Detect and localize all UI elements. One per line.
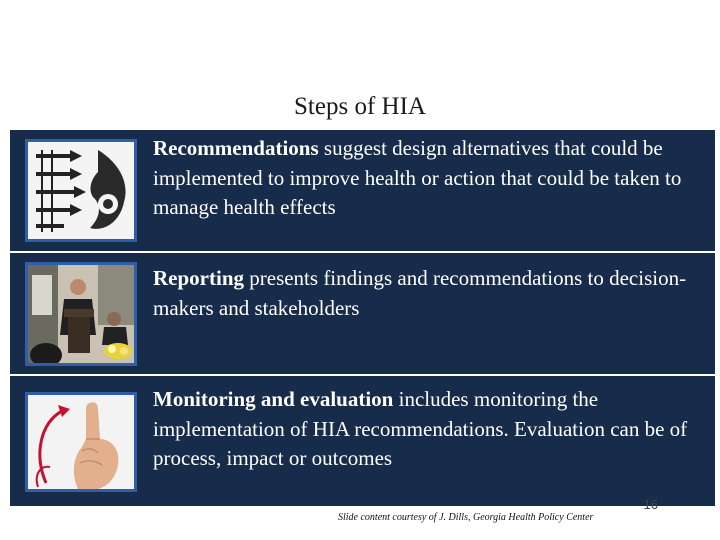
page-number: 16 (643, 497, 658, 512)
step-text-reporting (153, 264, 709, 323)
presenter-photo (25, 262, 137, 366)
step-text-monitoring (153, 385, 709, 474)
step-text-recommendations (153, 134, 709, 223)
step-panel-reporting (10, 253, 715, 376)
slide-title: Steps of HIA (294, 93, 426, 120)
step-heading-recommendations: Recommendations (153, 136, 319, 160)
arrows-target-icon (25, 139, 137, 242)
step-heading-monitoring: Monitoring and evaluation (153, 387, 394, 411)
pointing-finger-photo (25, 392, 137, 492)
step-description-reporting: presents findings and recommendations to decision-makers and stakeholders (153, 266, 687, 320)
step-panel-monitoring (10, 376, 715, 508)
step-description-recommendations: suggest design alternatives that could be implemented to improve health or action that could be taken to manage health effects (153, 136, 682, 219)
step-heading-reporting: Reporting (153, 266, 244, 290)
step-description-monitoring: includes monitoring the implementation of HIA recommendations. Evaluation can be of process, impact or outcomes (153, 387, 688, 470)
step-panel-recommendations (10, 130, 715, 253)
slide-credit: Slide content courtesy of J. Dills, Georgia Health Policy Center (338, 512, 594, 523)
